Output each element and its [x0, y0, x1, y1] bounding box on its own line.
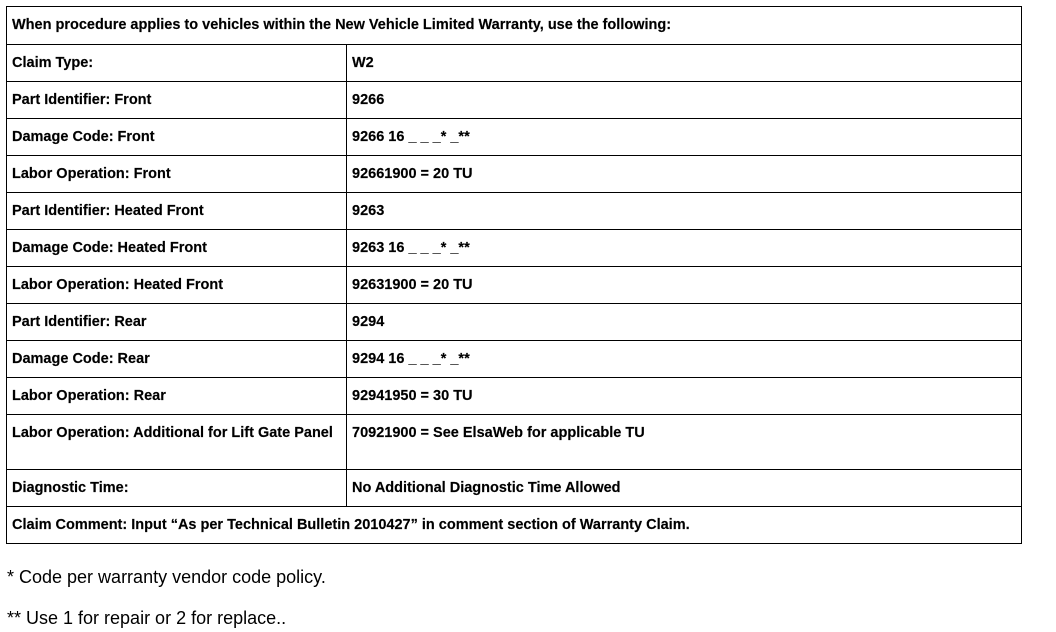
table-header: When procedure applies to vehicles within the New Vehicle Limited Warranty, use the following:	[7, 7, 1022, 45]
damage-code-front-label: Damage Code: Front	[7, 119, 347, 156]
table-row	[7, 193, 1022, 230]
labor-operation-rear-value: 92941950 = 30 TU	[347, 378, 1022, 415]
table-row	[7, 82, 1022, 119]
labor-operation-front-value: 92661900 = 20 TU	[347, 156, 1022, 193]
damage-code-rear-label: Damage Code: Rear	[7, 341, 347, 378]
table-header-row	[7, 7, 1022, 45]
part-identifier-rear-value: 9294	[347, 304, 1022, 341]
labor-operation-lift-gate-label: Labor Operation: Additional for Lift Gate Panel	[7, 415, 347, 470]
claim-type-label: Claim Type:	[7, 45, 347, 82]
damage-code-heated-front-label: Damage Code: Heated Front	[7, 230, 347, 267]
table-row	[7, 304, 1022, 341]
claim-type-value: W2	[347, 45, 1022, 82]
claim-comment-row	[7, 507, 1022, 544]
diagnostic-time-value: No Additional Diagnostic Time Allowed	[347, 470, 1022, 507]
table-row	[7, 470, 1022, 507]
table-row	[7, 119, 1022, 156]
labor-operation-front-label: Labor Operation: Front	[7, 156, 347, 193]
part-identifier-front-value: 9266	[347, 82, 1022, 119]
labor-operation-lift-gate-value: 70921900 = See ElsaWeb for applicable TU	[347, 415, 1022, 470]
part-identifier-heated-front-value: 9263	[347, 193, 1022, 230]
part-identifier-front-label: Part Identifier: Front	[7, 82, 347, 119]
warranty-claim-table	[6, 6, 1022, 544]
part-identifier-rear-label: Part Identifier: Rear	[7, 304, 347, 341]
labor-operation-heated-front-value: 92631900 = 20 TU	[347, 267, 1022, 304]
damage-code-rear-value: 9294 16 _ _ _* _**	[347, 341, 1022, 378]
labor-operation-rear-label: Labor Operation: Rear	[7, 378, 347, 415]
table-row	[7, 267, 1022, 304]
table-row	[7, 156, 1022, 193]
footnote-repair-replace: ** Use 1 for repair or 2 for replace..	[7, 608, 287, 628]
damage-code-heated-front-value: 9263 16 _ _ _* _**	[347, 230, 1022, 267]
labor-operation-heated-front-label: Labor Operation: Heated Front	[7, 267, 347, 304]
table-row	[7, 45, 1022, 82]
table-row	[7, 378, 1022, 415]
damage-code-front-value: 9266 16 _ _ _* _**	[347, 119, 1022, 156]
claim-comment: Claim Comment: Input “As per Technical Bulletin 2010427” in comment section of Warranty Claim.	[7, 507, 1022, 544]
footnote-vendor-code: * Code per warranty vendor code policy.	[7, 567, 326, 587]
table-row	[7, 415, 1022, 470]
table-row	[7, 230, 1022, 267]
diagnostic-time-label: Diagnostic Time:	[7, 470, 347, 507]
table-row	[7, 341, 1022, 378]
part-identifier-heated-front-label: Part Identifier: Heated Front	[7, 193, 347, 230]
